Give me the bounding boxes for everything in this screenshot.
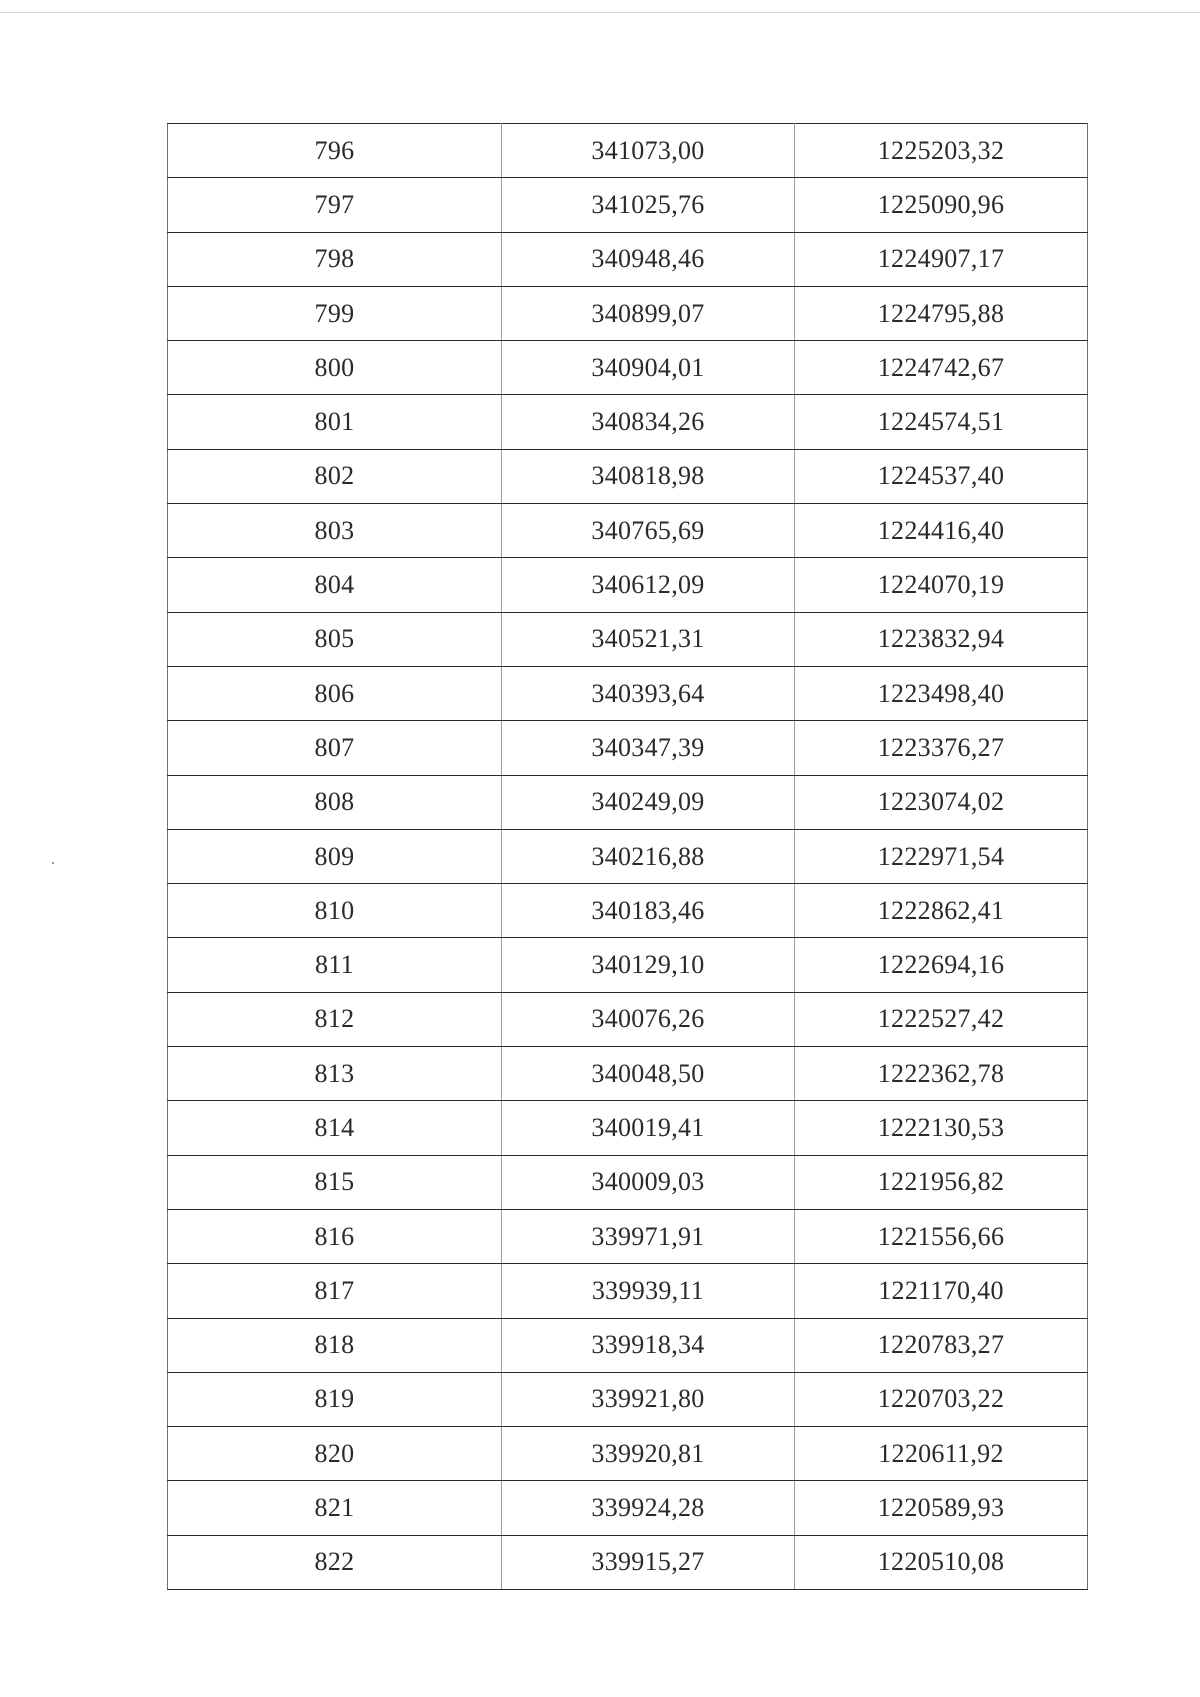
table-row [168, 884, 1088, 938]
point-number-cell: 821 [168, 1481, 502, 1535]
table-row [168, 504, 1088, 558]
y-coordinate-cell: 1224537,40 [795, 449, 1088, 503]
x-coordinate-cell: 340347,39 [502, 721, 795, 775]
point-number-cell: 813 [168, 1047, 502, 1101]
point-number-cell: 812 [168, 992, 502, 1046]
table-row [168, 1481, 1088, 1535]
point-number-cell: 814 [168, 1101, 502, 1155]
table-row [168, 286, 1088, 340]
table-row [168, 1372, 1088, 1426]
y-coordinate-cell: 1224795,88 [795, 286, 1088, 340]
point-number-cell: 808 [168, 775, 502, 829]
scan-top-edge [0, 12, 1200, 13]
y-coordinate-cell: 1220703,22 [795, 1372, 1088, 1426]
y-coordinate-cell: 1224574,51 [795, 395, 1088, 449]
x-coordinate-cell: 339915,27 [502, 1535, 795, 1589]
point-number-cell: 802 [168, 449, 502, 503]
table-row [168, 1318, 1088, 1372]
y-coordinate-cell: 1224416,40 [795, 504, 1088, 558]
point-number-cell: 811 [168, 938, 502, 992]
x-coordinate-cell: 340521,31 [502, 612, 795, 666]
point-number-cell: 815 [168, 1155, 502, 1209]
y-coordinate-cell: 1222862,41 [795, 884, 1088, 938]
y-coordinate-cell: 1222527,42 [795, 992, 1088, 1046]
table-row [168, 1535, 1088, 1589]
x-coordinate-cell: 339971,91 [502, 1209, 795, 1263]
point-number-cell: 822 [168, 1535, 502, 1589]
table-row [168, 775, 1088, 829]
x-coordinate-cell: 340009,03 [502, 1155, 795, 1209]
table-row [168, 449, 1088, 503]
point-number-cell: 798 [168, 232, 502, 286]
point-number-cell: 797 [168, 178, 502, 232]
table-row [168, 829, 1088, 883]
x-coordinate-cell: 340183,46 [502, 884, 795, 938]
x-coordinate-cell: 339920,81 [502, 1427, 795, 1481]
x-coordinate-cell: 340076,26 [502, 992, 795, 1046]
table-row [168, 558, 1088, 612]
point-number-cell: 800 [168, 341, 502, 395]
y-coordinate-cell: 1224742,67 [795, 341, 1088, 395]
point-number-cell: 804 [168, 558, 502, 612]
y-coordinate-cell: 1224907,17 [795, 232, 1088, 286]
table-row [168, 1427, 1088, 1481]
point-number-cell: 805 [168, 612, 502, 666]
y-coordinate-cell: 1222362,78 [795, 1047, 1088, 1101]
point-number-cell: 799 [168, 286, 502, 340]
y-coordinate-cell: 1220589,93 [795, 1481, 1088, 1535]
table-row [168, 178, 1088, 232]
table-row [168, 1047, 1088, 1101]
table-row [168, 1101, 1088, 1155]
y-coordinate-cell: 1224070,19 [795, 558, 1088, 612]
x-coordinate-cell: 340818,98 [502, 449, 795, 503]
y-coordinate-cell: 1221956,82 [795, 1155, 1088, 1209]
x-coordinate-cell: 340834,26 [502, 395, 795, 449]
table-row [168, 232, 1088, 286]
table-row [168, 612, 1088, 666]
point-number-cell: 801 [168, 395, 502, 449]
y-coordinate-cell: 1220510,08 [795, 1535, 1088, 1589]
point-number-cell: 817 [168, 1264, 502, 1318]
table-row [168, 721, 1088, 775]
y-coordinate-cell: 1223074,02 [795, 775, 1088, 829]
table-row [168, 992, 1088, 1046]
point-number-cell: 818 [168, 1318, 502, 1372]
table-row [168, 1155, 1088, 1209]
point-number-cell: 803 [168, 504, 502, 558]
y-coordinate-cell: 1225090,96 [795, 178, 1088, 232]
x-coordinate-cell: 340019,41 [502, 1101, 795, 1155]
point-number-cell: 809 [168, 829, 502, 883]
table-row [168, 938, 1088, 992]
x-coordinate-cell: 339921,80 [502, 1372, 795, 1426]
y-coordinate-cell: 1223832,94 [795, 612, 1088, 666]
table-row [168, 395, 1088, 449]
scan-speck [52, 862, 54, 864]
y-coordinate-cell: 1222694,16 [795, 938, 1088, 992]
x-coordinate-cell: 340216,88 [502, 829, 795, 883]
table-row [168, 1264, 1088, 1318]
point-number-cell: 810 [168, 884, 502, 938]
x-coordinate-cell: 340948,46 [502, 232, 795, 286]
x-coordinate-cell: 340612,09 [502, 558, 795, 612]
x-coordinate-cell: 339918,34 [502, 1318, 795, 1372]
y-coordinate-cell: 1222971,54 [795, 829, 1088, 883]
point-number-cell: 796 [168, 124, 502, 178]
table-row [168, 341, 1088, 395]
y-coordinate-cell: 1223376,27 [795, 721, 1088, 775]
coordinates-table [167, 123, 1088, 1590]
point-number-cell: 816 [168, 1209, 502, 1263]
x-coordinate-cell: 340393,64 [502, 666, 795, 720]
x-coordinate-cell: 341073,00 [502, 124, 795, 178]
x-coordinate-cell: 339939,11 [502, 1264, 795, 1318]
y-coordinate-cell: 1221556,66 [795, 1209, 1088, 1263]
table-row [168, 124, 1088, 178]
point-number-cell: 820 [168, 1427, 502, 1481]
x-coordinate-cell: 340899,07 [502, 286, 795, 340]
y-coordinate-cell: 1225203,32 [795, 124, 1088, 178]
point-number-cell: 807 [168, 721, 502, 775]
point-number-cell: 819 [168, 1372, 502, 1426]
y-coordinate-cell: 1221170,40 [795, 1264, 1088, 1318]
coordinates-table-body [168, 124, 1088, 1590]
x-coordinate-cell: 340048,50 [502, 1047, 795, 1101]
table-row [168, 1209, 1088, 1263]
point-number-cell: 806 [168, 666, 502, 720]
y-coordinate-cell: 1222130,53 [795, 1101, 1088, 1155]
x-coordinate-cell: 340249,09 [502, 775, 795, 829]
y-coordinate-cell: 1220611,92 [795, 1427, 1088, 1481]
x-coordinate-cell: 341025,76 [502, 178, 795, 232]
table-row [168, 666, 1088, 720]
y-coordinate-cell: 1223498,40 [795, 666, 1088, 720]
x-coordinate-cell: 340129,10 [502, 938, 795, 992]
y-coordinate-cell: 1220783,27 [795, 1318, 1088, 1372]
x-coordinate-cell: 340904,01 [502, 341, 795, 395]
x-coordinate-cell: 340765,69 [502, 504, 795, 558]
x-coordinate-cell: 339924,28 [502, 1481, 795, 1535]
